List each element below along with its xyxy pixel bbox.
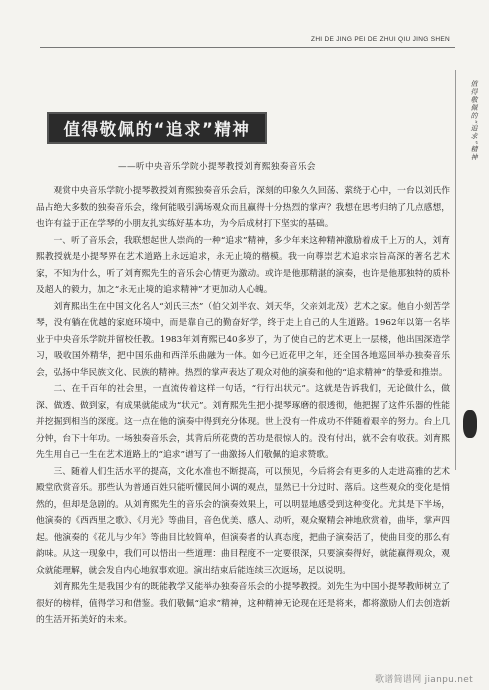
thumb-index-mark xyxy=(463,410,477,438)
watermark: 歌谱简谱网 jianpu.net xyxy=(375,675,473,685)
paragraph: 观赏中央音乐学院小提琴教授刘育熙独奏音乐会后，深刻的印象久久回荡、萦绕于心中，一台以刘氏作品占绝大多数的独奏音乐会，缘何能吸引满场观众而且赢得十分热烈的掌声？我想在思考归纳了几点感想，也许有益于正在学琴的小朋友扎实练好基本功，为今后成材打下坚实的基础。 xyxy=(36,186,450,229)
article-title-box xyxy=(47,112,267,144)
side-tab: 值得敬佩的“追求”精神 xyxy=(470,80,478,162)
paragraph: 刘育熙出生在中国文化名人“刘氏三杰”（伯父刘半农、刘天华，父亲刘北茂）艺术之家。他自小刻苦学琴，没有躺在优越的家庭环境中，而是靠自己的勤奋好学，终于走上自己的人生道路。1962年以第一名毕业于中央音乐学院并留校任教。1983年刘育熙已40多岁了，为了使自己的艺术更上一层楼，他出国深造学习，吸收国外精华，把中国乐曲和西洋乐曲融为一体。如今已近花甲之年，还全国各地巡回举办独奏音乐会，弘扬中华民族文化、民族的精神。热烈的掌声表达了观众对他的演奏和他的“追求精神”的挚爱和推崇。 xyxy=(36,301,450,378)
side-rule xyxy=(455,70,456,470)
paragraph: 三、随着人们生活水平的提高，文化水准也不断提高，可以预见，今后将会有更多的人走进高雅的艺术殿堂欣赏音乐。那些认为普通百姓只能听懂民间小调的观点，显然已十分过时、落后。这些观众的变化是悄然的，但却是急剧的。从刘育熙先生的音乐会的演奏效果上，可以明显地感受到这种变化。尤其是下半场，他演奏的《西西里之歌》、《月光》等曲目，音色优美、感人、动听，观众聚精会神地欣赏着，曲毕，掌声四起。他演奏的《花儿与少年》等曲目比较简单，但演奏者的认真态度，把曲子演奏活了，使曲目变的那么有韵味。从这一现象中，我们可以悟出一些道理：曲目程度不一定要很深，只要演奏得好，就能赢得观众，观众就能理解，就会发自内心地叙事欢迎。演出结束后能连续三次返场，足以说明。 xyxy=(36,466,450,576)
header-rule xyxy=(40,47,455,48)
article-title: 值得敬佩的“追求”精神 xyxy=(63,120,251,139)
running-head: ZHI DE JING PEI DE ZHUI QIU JING SHEN xyxy=(311,36,450,43)
paragraph: 一、听了音乐会，我联想起世人崇尚的一种“追求”精神，多少年来这种精神激励着成千上万的人，刘育熙教授就是小提琴界在艺术道路上永远追求，永无止境的楷模。我一向尊崇艺术追求宗旨高深的著名艺术家，不知为什么，听了刘育熙先生的音乐会心情更为激动。或许是他那精湛的演奏，也许是他那独特的质朴及超人的毅力，加之“永无止境的追求精神”才更加动人心魄。 xyxy=(36,235,450,295)
paragraph: 刘育熙先生是我国少有的既能教学又能举办独奏音乐会的小提琴教授。刘先生为中国小提琴教师树立了很好的榜样，值得学习和借鉴。我们敬佩“追求”精神，这种精神无论现在还是将来，都将激励人们去创造新的生活开拓美好的未来。 xyxy=(36,582,450,625)
article-subtitle: ——听中央音乐学院小提琴教授刘育熙独奏音乐会 xyxy=(118,162,316,172)
paragraph: 二、在千百年的社会里，一直流传着这样一句话，“行行出状元”。这就是告诉我们，无论做什么，做深、做透、做到家，有成果就能成为“状元”。刘育熙先生把小提琴琢磨的很透彻，他把握了这件乐器的性能并挖掘到相当的深度。这一点在他的演奏中得到充分体现。世上没有一件成功不伴随着艰辛的努力。台上几分钟，台下十年功。一场独奏音乐会，其背后所花费的苦功是很惊人的。没有付出，就不会有收获。刘育熙先生用自己一生在艺术道路上的“追求”谱写了一曲激扬人们敬佩的追求赞歌。 xyxy=(36,384,450,460)
article-body xyxy=(36,183,450,629)
